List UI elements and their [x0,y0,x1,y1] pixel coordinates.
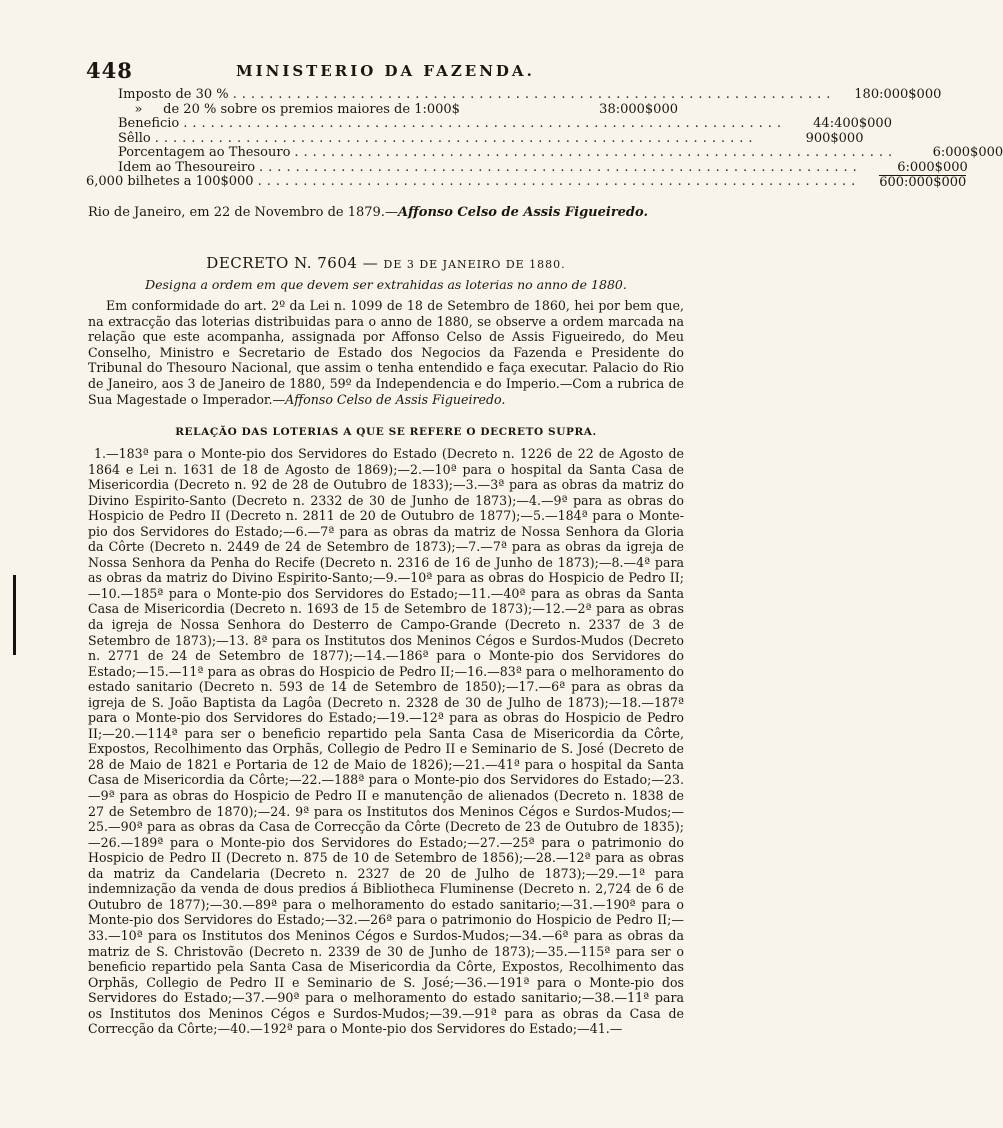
row-label: Sêllo [118,130,151,146]
place-date: Rio de Janeiro, em 22 de Novembro de 1879.— [88,205,398,220]
decree-number: DECRETO N. 7604 [206,254,358,272]
dot-leader: .................................................................. [257,174,861,189]
row-amount: 180:000$000 [854,87,942,102]
dot-leader: .................................................................. [183,116,786,131]
signatory-name: Affonso Celso de Assis Figueiredo. [397,205,648,220]
dot-leader [460,103,572,118]
row-amount: 44:400$000 [813,116,892,131]
decree-date: DE 3 DE JANEIRO DE 1880. [383,258,566,271]
ministry-heading: MINISTERIO DA FAZENDA. [236,62,535,80]
table-row [118,159,968,176]
table-total-row [86,174,967,190]
decree-body [88,298,684,407]
table-row [118,103,678,118]
table-row [118,87,942,103]
row-amount: 900$000 [805,130,864,146]
row-label: Beneficio [118,116,180,131]
dot-leader: .................................................................. [259,159,862,175]
relation-heading: RELAÇÃO DAS LOTERIAS A QUE SE REFERE O DECRETO SUPRA. [175,426,597,438]
total-label: 6,000 bilhetes a 100$000 [86,174,254,189]
row-amount: 38:000$000 [599,101,678,117]
total-amount: 600:000$000 [879,175,967,190]
decree-title: DECRETO N. 7604 — DE 3 DE JANEIRO DE 1880. [206,254,566,272]
signature-line [88,205,684,221]
row-label: Porcentagem ao Thesouro [118,145,291,160]
lottery-order-list: 1.—183ª para o Monte-pio dos Servidores do Estado (Decreto n. 1226 de 22 de Agosto de 1864 e Lei n. 1631 de 18 de Agosto de 1869);—2.—10ª para o hospital da Santa Casa de Misericordia (Decreto n. 92 de 28 de Outubro de 1833);—3.—3ª para as obras da matriz do Divino Espirito-Santo (Decreto n. 2332 de 30 de Junho de 1873);—4.—9ª para as obras do Hospicio de Pedro II (Decreto n. 2811 de 20 de Outubro de 1877);—5.—184ª para o Monte-pio dos Servidores do Estado;—6.—7ª para as obras da matriz de Nossa Senhora da Gloria da Côrte (Decreto n. 2449 de 24 de Setembro de 1873);—7.—7ª para as obras da igreja de Nossa Senhora da Penha do Recife (Decreto n. 2316 de 16 de Junho de 1873);—8.—4ª para as obras da matriz do Divino Espirito-Santo;—9.—10ª para as obras do Hospicio de Pedro II;—10.—185ª para o Monte-pio dos Servidores do Estado;—11.—40ª para as obras da Santa Casa de Misericordia (Decreto n. 1693 de 15 de Setembro de 1873);—12.—2ª para as obras da igreja de Nossa Senhora do Desterro de Campo-Grande (Decreto n. 2337 de 3 de Setembro de 1873);—13. 8ª para os Institutos dos Meninos Cégos e Surdos-Mudos (Decreto n. 2771 de 24 de Setembro de 1877);—14.—186ª para o Monte-pio dos Servidores do Estado;—15.—11ª para as obras do Hospicio de Pedro II;—16.—83ª para o melhoramento do estado sanitario (Decreto n. 593 de 14 de Setembro de 1850);—17.—6ª para as obras da igreja de S. João Baptista da Lagôa (Decreto n. 2328 de 30 de Julho de 1873);—18.—187ª para o Monte-pio dos Servidores do Estado;—19.—12ª para as obras do Hospicio de Pedro II;—20.—114ª para ser o beneficio repartido pela Santa Casa de Misericordia da Côrte, Expostos, Recolhimento das Orphãs, Collegio de Pedro II e Seminario de S. José (Decreto de 28 de Maio de 1821 e Portaria de 12 de Maio de 1826);—21.—41ª para o hospital da Santa Casa de Misericordia da Côrte;—22.—188ª para o Monte-pio dos Servidores do Estado;—23.—9ª para as obras do Hospicio de Pedro II e manutenção de alienados (Decreto n. 1838 de 27 de Setembro de 1870);—24. 9ª para os Institutos dos Meninos Cégos e Surdos-Mudos;—25.—90ª para as obras da Casa de Correcção da Côrte (Decreto de 23 de Outubro de 1835);—26.—189ª para o Monte-pio dos Servidores do Estado;—27.—25ª para o patrimonio do Hospicio de Pedro II (Decreto n. 875 de 10 de Setembro de 1856);—28.—12ª para as obras da matriz da Candelaria (Decreto n. 2327 de 20 de Julho de 1873);—29.—1ª para indemnização da venda de dous predios á Bibliotheca Fluminense (Decreto n. 2,724 de 6 de Outubro de 1877);—30.—89ª para o melhoramento do estado sanitario;—31.—190ª para o Monte-pio dos Servidores do Estado;—32.—26ª para o patrimonio do Hospicio de Pedro II;—33.—10ª para os Institutos dos Meninos Cégos e Surdos-Mudos;—34.—6ª para as obras da matriz de S. Christovão (Decreto n. 2339 de 30 de Junho de 1873);—35.—115ª para ser o beneficio repartido pela Santa Casa de Misericordia da Côrte, Expostos, Recolhimento das Orphãs, Collegio de Pedro II e Seminario de S. José;—36.—191ª para o Monte-pio dos Servidores do Estado;—37.—90ª para o melhoramento do estado sanitario;—38.—11ª para os Institutos dos Meninos Cégos e Surdos-Mudos;—39.—91ª para as obras da Casa de Correcção da Côrte;—40.—192ª para o Monte-pio dos Servidores do Estado;—41.— [88,446,684,1037]
row-amount: 6:000$000 [932,145,1003,160]
page-number: 448 [86,58,133,83]
running-head [86,58,672,82]
dot-leader: .................................................................. [154,130,758,146]
decree-subtitle: Designa a ordem em que devem ser extrahidas as loterias no anno de 1880. [145,277,627,292]
table-row [118,145,1003,161]
row-amount: 6:000$000 [897,159,968,175]
total-amount-cell [860,175,966,190]
dot-leader: .................................................................. [294,145,898,160]
table-row [118,130,864,147]
decree-signatory: Affonso Celso de Assis Figueiredo. [285,391,506,407]
row-label: Imposto de 30 % [118,87,229,102]
decree-text: Em conformidade do art. 2º da Lei n. 1099 de 18 de Setembro de 1860, hei por bem que, na extracção das loterias distribuidas para o anno de 1880, se observe a ordem marcada na relação que este acompanha, assignada por Affonso Celso de Assis Figueiredo, do Meu Conselho, Ministro e Secretario de Estado dos Negocios da Fazenda e Presidente do Tribunal do Thesouro Nacional, que assim o tenha entendido e faça executar. Palacio do Rio de Janeiro, aos 3 de Janeiro de 1880, 59º da Independencia e do Imperio.—Com a rubrica de Sua Magestade o Imperador.— [88,298,684,407]
row-label: » de 20 % sobre os premios maiores de 1:000$ [118,101,460,117]
table-row [118,116,892,132]
dot-leader: .................................................................. [232,87,836,102]
lottery-revenue-table [86,87,1003,190]
margin-mark [13,575,16,655]
row-label: Idem ao Thesoureiro [118,159,256,175]
